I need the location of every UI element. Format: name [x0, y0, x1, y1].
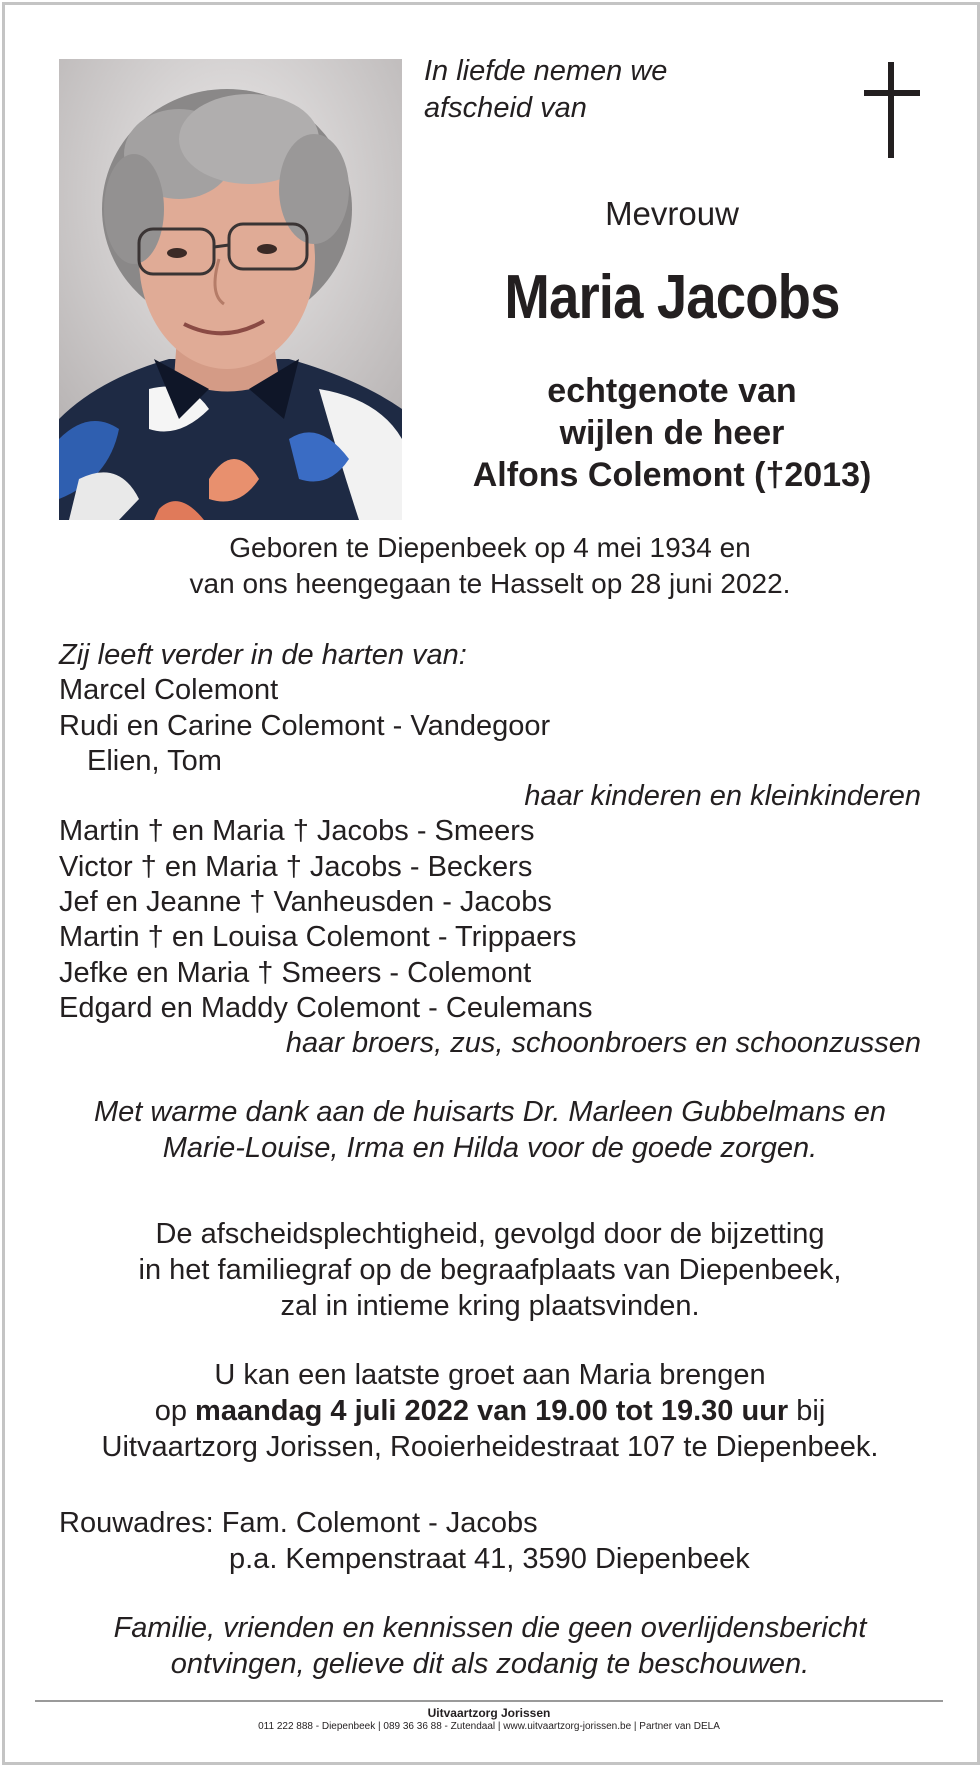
- spouse-line: wijlen de heer: [559, 414, 785, 452]
- children-caption: haar kinderen en kleinkinderen: [524, 780, 921, 813]
- family-heading: Zij leeft verder in de harten van:: [59, 639, 467, 671]
- family-member: Jef en Jeanne † Vanheusden - Jacobs: [59, 886, 552, 919]
- family-member: Edgard en Maddy Colemont - Ceulemans: [59, 991, 593, 1024]
- footer: [35, 1706, 943, 1734]
- visit-datetime: maandag 4 juli 2022 van 19.00 tot 19.30 uur: [195, 1395, 789, 1427]
- family-member: Martin † en Louisa Colemont - Trippaers: [59, 921, 577, 954]
- latin-cross-icon: [864, 62, 920, 158]
- visit-line: Uitvaartzorg Jorissen, Rooierheidestraat 107 te Diepenbeek.: [101, 1431, 879, 1463]
- ceremony-line: zal in intieme kring plaatsvinden.: [280, 1290, 700, 1322]
- closing-note: [59, 1610, 921, 1682]
- intro-line: In liefde nemen we: [424, 55, 668, 87]
- funeral-home-contact: 011 222 888 - Diepenbeek | 089 36 36 88 - Zutendaal | www.uitvaartzorg-jorissen.be | Partner van DELA: [258, 1721, 720, 1732]
- ceremony-line: De afscheidsplechtigheid, gevolgd door de bijzetting: [155, 1218, 825, 1250]
- ceremony-line: in het familiegraf op de begraafplaats van Diepenbeek,: [138, 1254, 842, 1286]
- ceremony-block: [59, 1216, 921, 1324]
- thanks-line: Met warme dank aan de huisarts Dr. Marleen Gubbelmans en: [94, 1096, 886, 1128]
- visitation-block: [59, 1357, 921, 1465]
- visit-pre: op: [154, 1395, 196, 1427]
- footer-divider: [35, 1700, 943, 1702]
- family-member: Victor † en Maria † Jacobs - Beckers: [59, 850, 533, 883]
- birth-death-block: [59, 530, 921, 602]
- family-block: [59, 638, 921, 1062]
- funeral-home-name: Uitvaartzorg Jorissen: [427, 1706, 551, 1720]
- family-member: Rudi en Carine Colemont - Vandegoor: [59, 709, 551, 742]
- honorific-title: Mevrouw: [605, 195, 739, 232]
- family-member: Jefke en Maria † Smeers - Colemont: [59, 956, 532, 989]
- spouse-line: Alfons Colemont (†2013): [472, 456, 872, 494]
- mourning-address: [59, 1505, 921, 1577]
- visit-line: U kan een laatste groet aan Maria brengen: [214, 1359, 766, 1391]
- visit-post: bij: [788, 1395, 826, 1427]
- intro-text: [424, 53, 667, 127]
- portrait-illustration: [59, 59, 402, 520]
- siblings-caption: haar broers, zus, schoonbroers en schoonzussen: [285, 1027, 921, 1060]
- spouse-block: [424, 370, 920, 496]
- family-member: Martin † en Maria † Jacobs - Smeers: [59, 815, 535, 848]
- thanks-block: [59, 1094, 921, 1166]
- intro-line: afscheid van: [424, 92, 587, 124]
- address-line: Rouwadres: Fam. Colemont - Jacobs: [59, 1507, 538, 1539]
- address-line: p.a. Kempenstraat 41, 3590 Diepenbeek: [229, 1543, 750, 1575]
- family-member: Marcel Colemont: [59, 674, 279, 707]
- thanks-line: Marie-Louise, Irma en Hilda voor de goede zorgen.: [162, 1132, 818, 1164]
- birth-line: Geboren te Diepenbeek op 4 mei 1934 en: [229, 532, 751, 563]
- grandchildren: Elien, Tom: [87, 744, 222, 777]
- deceased-name: Maria Jacobs: [504, 263, 840, 332]
- visit-line: [59, 1393, 921, 1429]
- portrait-photo: [59, 59, 402, 520]
- death-line: van ons heengegaan te Hasselt op 28 juni 2022.: [189, 568, 791, 599]
- spouse-line: echtgenote van: [547, 372, 797, 410]
- closing-line: ontvingen, gelieve dit als zodanig te beschouwen.: [170, 1648, 810, 1680]
- closing-line: Familie, vrienden en kennissen die geen overlijdensbericht: [113, 1612, 867, 1644]
